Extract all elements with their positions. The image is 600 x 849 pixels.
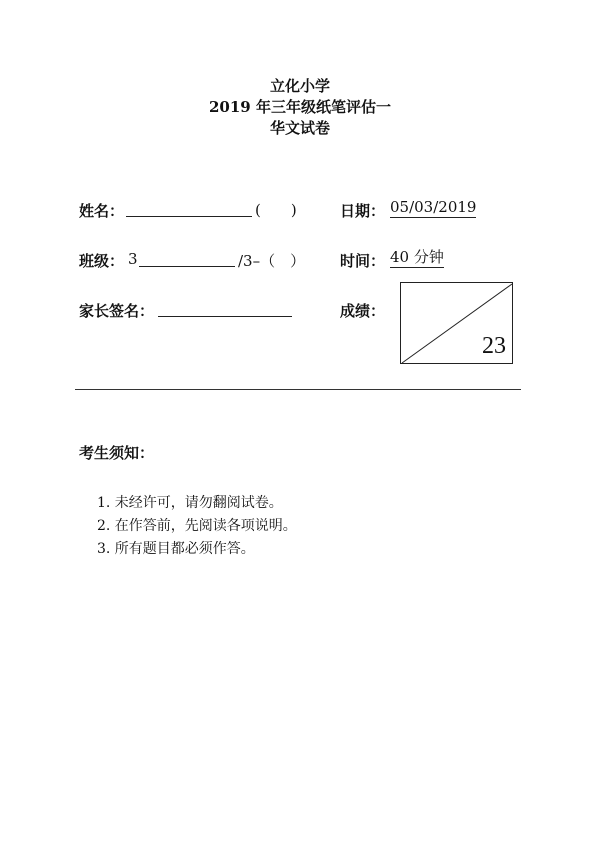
- name-label: 姓名：: [79, 202, 125, 220]
- class-field[interactable]: [139, 266, 235, 267]
- class-prefix: 3: [128, 250, 138, 268]
- parent-signature-label: 家长签名：: [79, 302, 155, 320]
- notes-list: [97, 492, 297, 561]
- name-field[interactable]: [126, 216, 252, 217]
- exam-header: [0, 76, 600, 139]
- parent-signature-field[interactable]: [158, 316, 292, 317]
- paper-subject: 华文试卷: [269, 119, 330, 137]
- date-value: 05/03/2019: [390, 198, 477, 216]
- school-name: 立化小学: [269, 77, 330, 95]
- class-label: 班级：: [79, 252, 125, 270]
- notes-title: 考生须知：: [79, 444, 155, 462]
- time-label: 时间：: [340, 252, 386, 270]
- score-box: [400, 282, 513, 364]
- class-suffix: /3–（ ）: [238, 252, 306, 270]
- notes-item: 3. 所有题目都必须作答。: [97, 541, 255, 557]
- notes-item: 1. 未经许可，请勿翻阅试卷。: [97, 495, 283, 511]
- index-number-paren: ( ): [255, 201, 297, 219]
- score-total: 23: [482, 333, 506, 359]
- section-divider: [75, 389, 521, 390]
- time-value: 40 分钟: [390, 248, 444, 266]
- score-label: 成绩：: [340, 302, 386, 320]
- exam-title: 2019 年三年级纸笔评估一: [209, 98, 391, 116]
- date-label: 日期：: [340, 202, 386, 220]
- notes-item: 2. 在作答前，先阅读各项说明。: [97, 518, 297, 534]
